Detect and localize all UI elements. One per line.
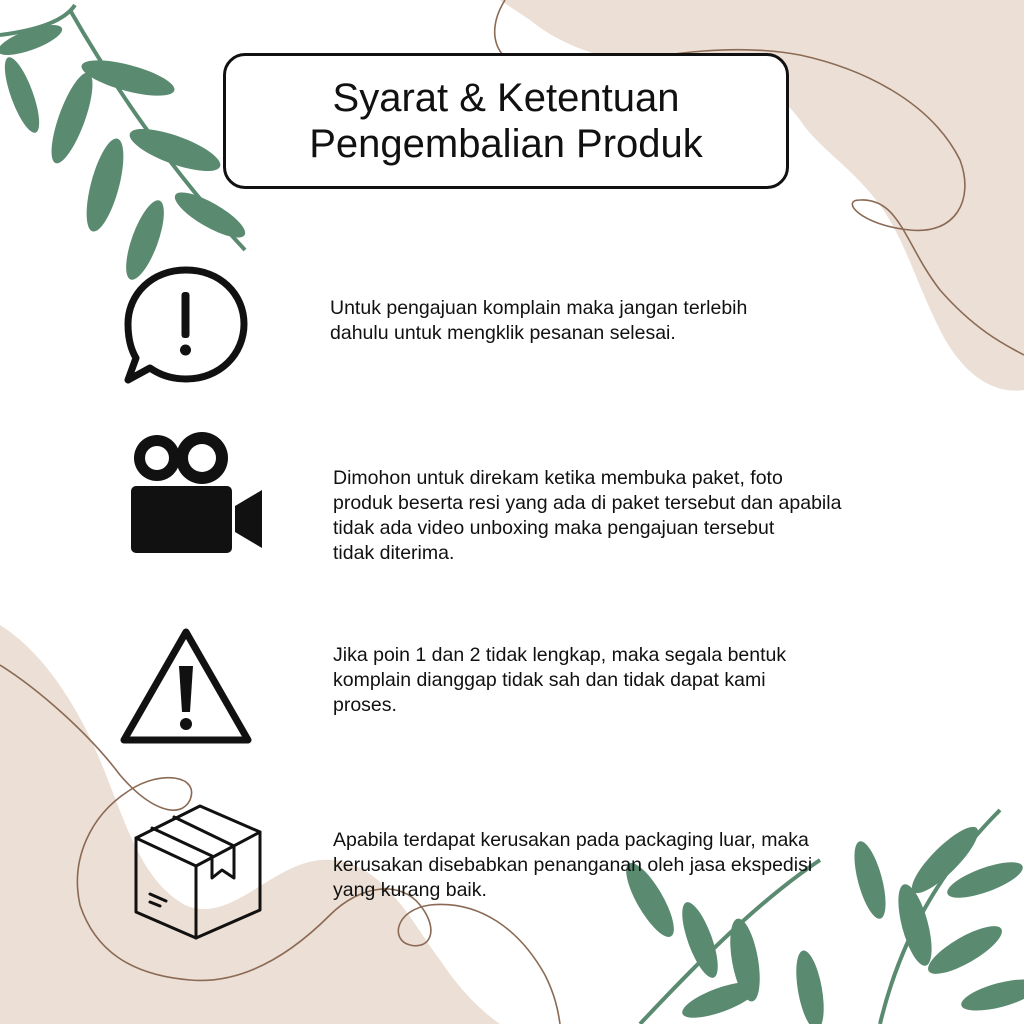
- package-box-icon: [130, 802, 266, 942]
- page-title-line-2: Pengembalian Produk: [309, 122, 703, 166]
- video-camera-icon: [128, 430, 266, 556]
- warning-triangle-icon: [118, 624, 254, 746]
- rule-item-3-text: [333, 643, 786, 718]
- rule-item-3-line-3: proses.: [333, 694, 397, 716]
- rule-item-1-line-1: Untuk pengajuan komplain maka jangan terlebih: [330, 297, 748, 319]
- rule-item-3-line-1: Jika poin 1 dan 2 tidak lengkap, maka segala bentuk: [333, 644, 787, 666]
- leaf-branch-top-left: [0, 5, 251, 284]
- rule-item-4-line-1: Apabila terdapat kerusakan pada packaging luar, maka: [333, 829, 809, 851]
- rule-item-2-line-4: tidak diterima.: [333, 542, 455, 564]
- speech-bubble-exclamation-icon: [122, 262, 250, 388]
- title-box: [223, 53, 789, 189]
- rule-item-2-line-2: produk beserta resi yang ada di paket tersebut dan apabila: [333, 492, 842, 514]
- rule-item-4-text: [333, 828, 812, 903]
- rule-item-2-line-3: tidak ada video unboxing maka pengajuan tersebut: [333, 517, 775, 539]
- rule-item-2-line-1: Dimohon untuk direkam ketika membuka paket, foto: [333, 467, 783, 489]
- rule-item-4-line-2: kerusakan disebabkan penanganan oleh jasa ekspedisi: [333, 854, 813, 876]
- rule-item-2-text: [333, 466, 841, 566]
- rule-item-3-line-2: komplain dianggap tidak sah dan tidak dapat kami: [333, 669, 766, 691]
- rule-item-1-line-2: dahulu untuk mengklik pesanan selesai.: [330, 322, 676, 344]
- rule-item-4-line-3: yang kurang baik.: [333, 879, 487, 901]
- rule-item-1-text: [330, 296, 747, 346]
- page-title-line-1: Syarat & Ketentuan: [332, 76, 680, 120]
